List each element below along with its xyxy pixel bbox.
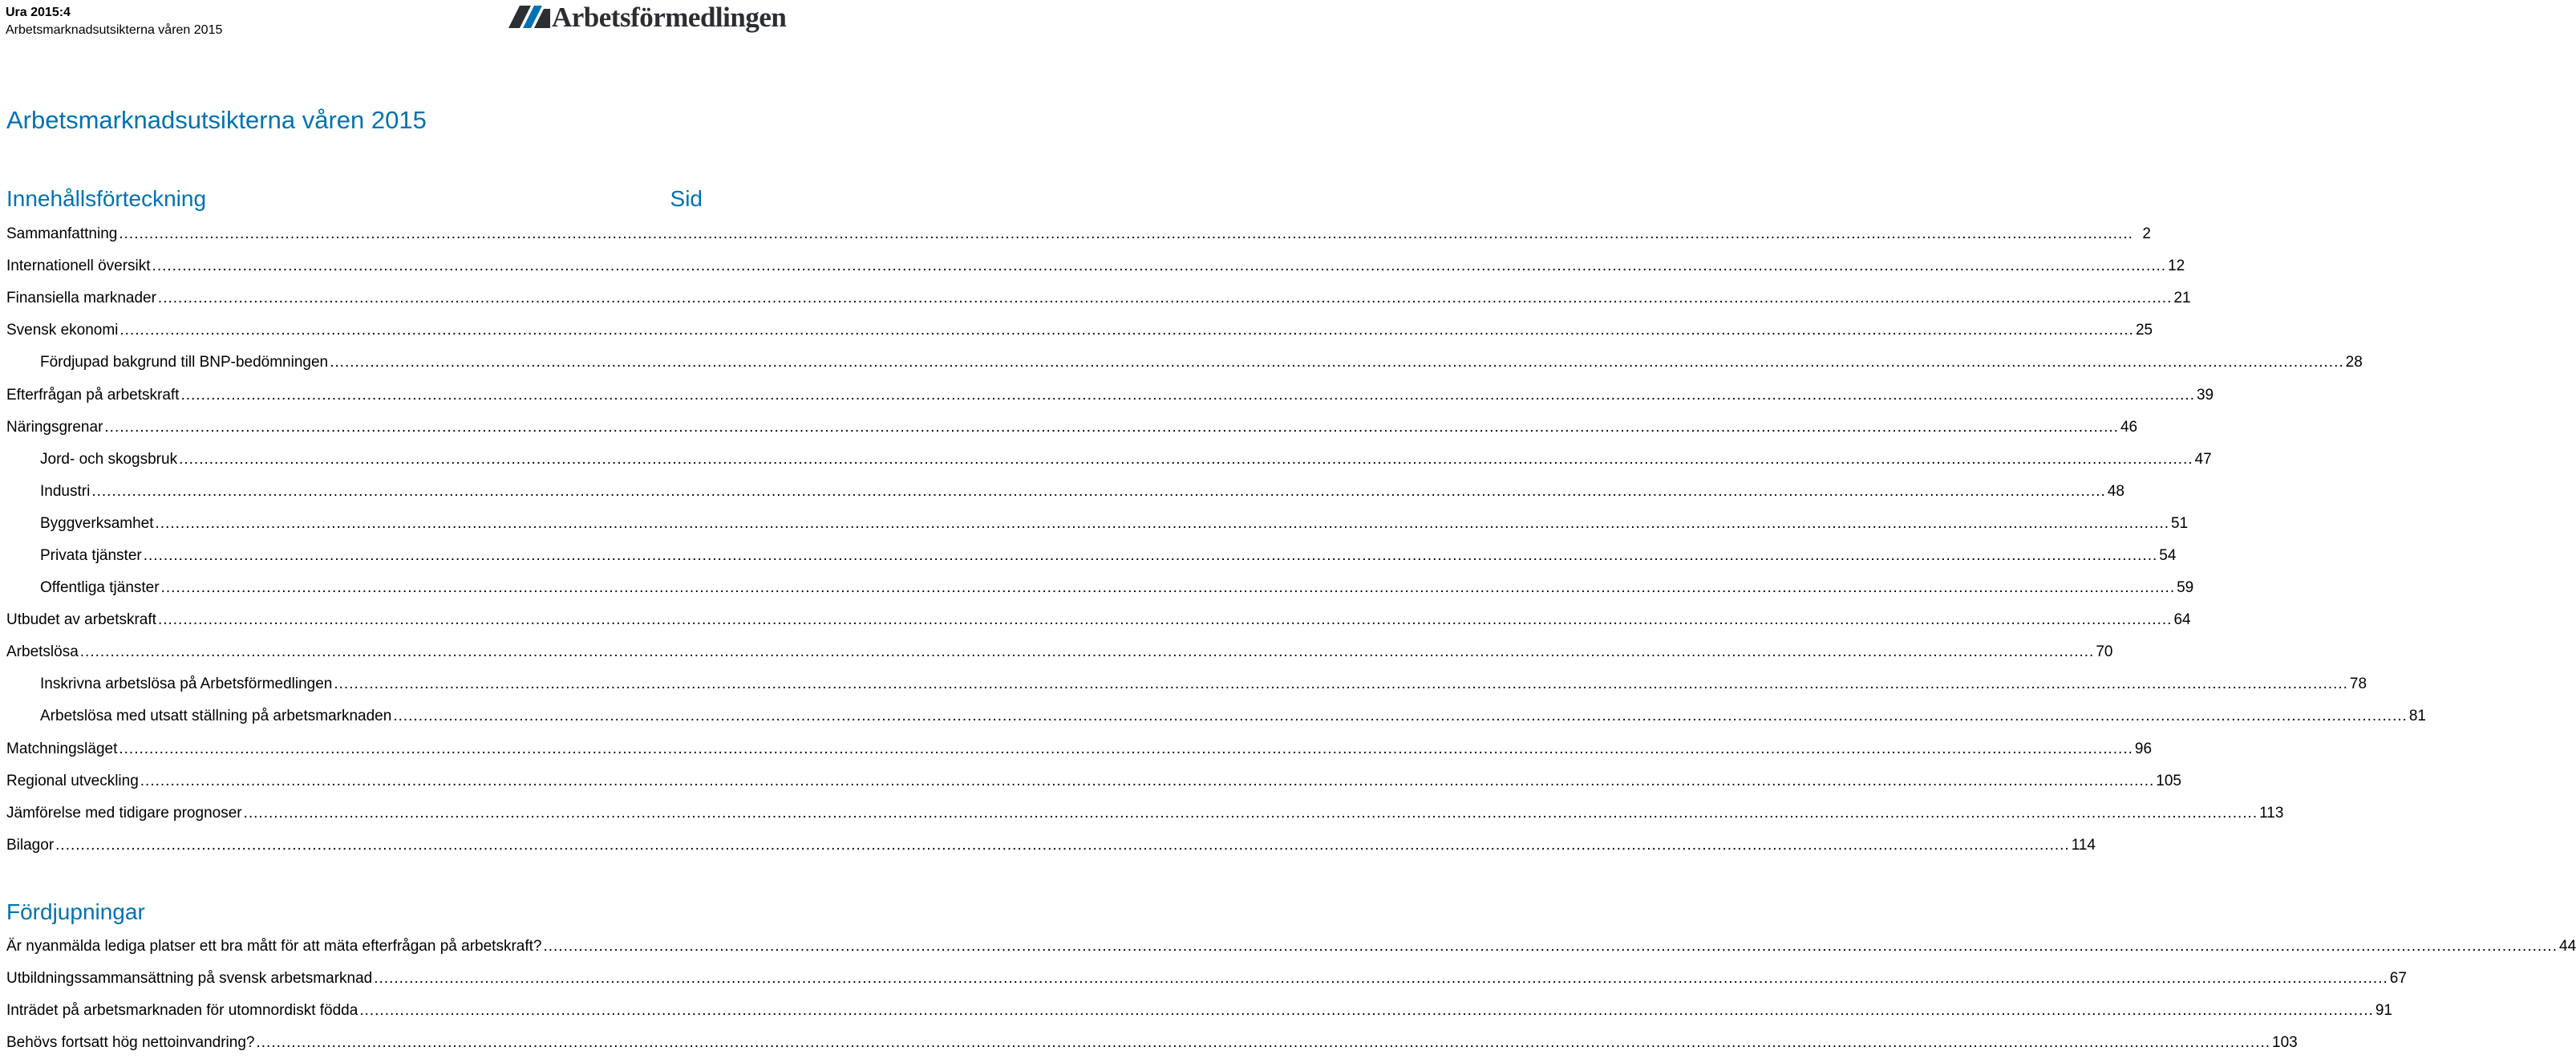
dot-leader: ................................................................................................................................................................................................................................................................................................................................................................................................................ (104, 418, 2119, 436)
toc-entry-page-number: 21 (2173, 290, 2191, 307)
dot-leader: ................................................................................................................................................................................................................................................................................................................................................................................................................ (374, 970, 2388, 988)
dot-leader: ................................................................................................................................................................................................................................................................................................................................................................................................................ (155, 514, 2170, 532)
toc-entry[interactable] (6, 282, 2191, 314)
toc-entry[interactable] (6, 1027, 2298, 1059)
toc-entry[interactable] (6, 250, 2185, 282)
toc-entry-label: Byggverksamhet (40, 514, 154, 532)
toc-entry[interactable] (6, 995, 2392, 1027)
toc-entry-page-number: 103 (2272, 1034, 2298, 1052)
arbetsformedlingen-logo (507, 2, 787, 37)
toc-entry-page-number: 25 (2135, 322, 2153, 339)
document-title: Arbetsmarknadsutsikterna våren 2015 (6, 106, 427, 134)
dot-leader: ................................................................................................................................................................................................................................................................................................................................................................................................................ (157, 611, 2173, 629)
toc-entry[interactable] (6, 347, 2363, 379)
toc-page-column-heading: Sid (670, 186, 703, 211)
dot-leader: ................................................................................................................................................................................................................................................................................................................................................................................................................ (256, 1034, 2271, 1052)
toc-entry-page-number: 54 (2159, 546, 2177, 564)
toc-entry-label: Arbetslösa (6, 643, 79, 661)
toc-entry-page-number: 91 (2375, 1002, 2392, 1020)
toc-entry[interactable] (6, 476, 2124, 508)
dot-leader: ................................................................................................................................................................................................................................................................................................................................................................................................................ (119, 322, 2134, 339)
toc-entry-page-number: 81 (2408, 708, 2426, 725)
toc-entry-label: Utbildningssammansättning på svensk arbetsmarknad (6, 970, 373, 988)
dot-leader: ................................................................................................................................................................................................................................................................................................................................................................................................................ (152, 258, 2167, 275)
dot-leader: ................................................................................................................................................................................................................................................................................................................................................................................................................ (119, 740, 2133, 757)
toc-entry[interactable] (6, 830, 2096, 862)
toc-entry-label: Behövs fortsatt hög nettoinvandring? (6, 1034, 255, 1052)
toc-entry-label: Inskrivna arbetslösa på Arbetsförmedlingen (40, 676, 333, 693)
toc-entry-label: Är nyanmälda lediga platser ett bra mått för att mäta efterfrågan på arbetskraft? (6, 938, 542, 956)
toc-entry[interactable] (6, 797, 2284, 830)
toc-entry-page-number: 28 (2345, 354, 2363, 371)
toc-entry-label: Sammanfattning (6, 225, 118, 243)
logo-mark-icon (507, 4, 550, 30)
toc-entry-page-number: 46 (2120, 418, 2138, 436)
toc-entry[interactable] (6, 379, 2214, 411)
dot-leader: ................................................................................................................................................................................................................................................................................................................................................................................................................ (79, 643, 2095, 661)
toc-entry-page-number: 12 (2168, 258, 2185, 275)
toc-entry-label: Svensk ekonomi (6, 322, 119, 339)
toc-entry-page-number: 70 (2096, 643, 2113, 661)
toc-entry[interactable] (6, 604, 2191, 636)
toc-entry-page-number: 67 (2389, 970, 2407, 988)
toc-entry-page-number: 113 (2259, 804, 2284, 822)
toc-entry-label: Arbetslösa med utsatt ställning på arbetsmarknaden (40, 708, 392, 725)
fordjupningar-list (6, 931, 2576, 1059)
toc-entry-label: Utbudet av arbetskraft (6, 611, 156, 629)
toc-entry-label: Jämförelse med tidigare prognoser (6, 804, 242, 822)
dot-leader: ................................................................................................................................................................................................................................................................................................................................................................................................................ (119, 225, 2133, 243)
toc-entry-label: Fördjupad bakgrund till BNP-bedömningen (40, 354, 329, 371)
toc-entry-label: Bilagor (6, 836, 55, 854)
toc-entry[interactable] (6, 668, 2367, 700)
toc-entry-label: Industri (40, 482, 91, 500)
toc-entry-label: Jord- och skogsbruk (40, 450, 178, 468)
logo-text: Arbetsförmedlingen (552, 2, 787, 33)
dot-leader: ................................................................................................................................................................................................................................................................................................................................................................................................................ (180, 386, 2195, 404)
toc-entry-page-number: 78 (2349, 676, 2367, 693)
toc-entry-label: Efterfrågan på arbetskraft (6, 386, 180, 404)
toc-entry-label: Regional utveckling (6, 772, 139, 789)
toc-entry-label: Offentliga tjänster (40, 579, 160, 597)
dot-leader: ................................................................................................................................................................................................................................................................................................................................................................................................................ (393, 708, 2408, 725)
toc-entry-page-number: 39 (2196, 386, 2214, 404)
dot-leader: ................................................................................................................................................................................................................................................................................................................................................................................................................ (243, 804, 2258, 822)
toc-entry[interactable] (6, 314, 2153, 347)
toc-entry-page-number: 48 (2107, 482, 2124, 500)
dot-leader: ................................................................................................................................................................................................................................................................................................................................................................................................................ (334, 676, 2348, 693)
toc-entry-label: Privata tjänster (40, 546, 142, 564)
dot-leader: ................................................................................................................................................................................................................................................................................................................................................................................................................ (330, 354, 2344, 371)
toc-entry-label: Finansiella marknader (6, 290, 156, 307)
toc-entry[interactable] (6, 508, 2189, 540)
toc-entry[interactable] (6, 572, 2194, 604)
toc-entry[interactable] (6, 733, 2153, 765)
toc-entry-page-number: 47 (2194, 450, 2212, 468)
toc-entry-page-number: 64 (2173, 611, 2191, 629)
toc-heading (6, 181, 703, 217)
dot-leader: ................................................................................................................................................................................................................................................................................................................................................................................................................ (143, 546, 2158, 564)
toc-list (6, 218, 2426, 862)
toc-entry[interactable] (6, 444, 2212, 476)
dot-leader: ................................................................................................................................................................................................................................................................................................................................................................................................................ (91, 482, 2106, 500)
report-subtitle: Arbetsmarknadsutsikterna våren 2015 (6, 23, 223, 37)
toc-entry-page-number: 105 (2156, 772, 2181, 789)
toc-entry-label: Näringsgrenar (6, 418, 103, 436)
dot-leader: ................................................................................................................................................................................................................................................................................................................................................................................................................ (55, 836, 2070, 854)
toc-entry[interactable] (6, 765, 2181, 797)
toc-entry[interactable] (6, 931, 2576, 963)
toc-entry[interactable] (6, 412, 2138, 444)
dot-leader: ................................................................................................................................................................................................................................................................................................................................................................................................................ (179, 450, 2193, 468)
dot-leader: ................................................................................................................................................................................................................................................................................................................................................................................................................ (157, 290, 2173, 307)
fordjupningar-heading: Fördjupningar (6, 899, 145, 924)
toc-entry[interactable] (6, 963, 2407, 995)
toc-entry[interactable] (6, 636, 2113, 668)
toc-entry[interactable] (6, 540, 2177, 572)
toc-heading-label: Innehållsförteckning (6, 186, 207, 211)
toc-entry-page-number: 51 (2171, 514, 2189, 532)
toc-entry-page-number: 44 (2559, 938, 2576, 956)
toc-entry-page-number: 2 (2142, 225, 2151, 243)
toc-entry[interactable] (6, 218, 2151, 250)
report-code: Ura 2015:4 (6, 6, 71, 19)
toc-entry-label: Inträdet på arbetsmarknaden för utomnordiskt födda (6, 1002, 358, 1020)
dot-leader: ................................................................................................................................................................................................................................................................................................................................................................................................................ (359, 1002, 2374, 1020)
toc-entry[interactable] (6, 700, 2426, 732)
dot-leader: ................................................................................................................................................................................................................................................................................................................................................................................................................ (543, 938, 2558, 956)
toc-entry-page-number: 59 (2177, 579, 2194, 597)
page-header (6, 5, 222, 39)
dot-leader: ................................................................................................................................................................................................................................................................................................................................................................................................................ (160, 579, 2176, 597)
dot-leader: ................................................................................................................................................................................................................................................................................................................................................................................................................ (140, 772, 2155, 789)
toc-entry-label: Internationell översikt (6, 258, 151, 275)
toc-entry-label: Matchningsläget (6, 740, 118, 757)
toc-entry-page-number: 96 (2134, 740, 2153, 757)
toc-entry-page-number: 114 (2071, 836, 2096, 854)
